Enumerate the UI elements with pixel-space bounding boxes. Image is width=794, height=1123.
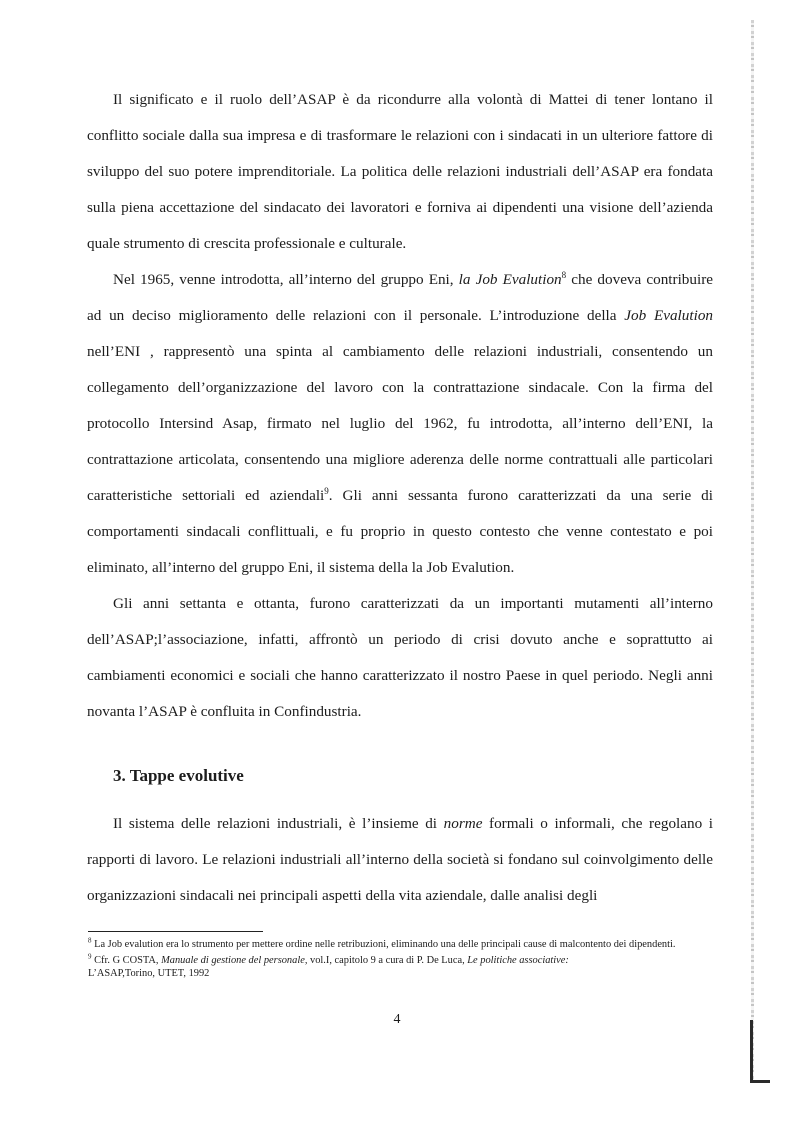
scan-edge-shadow xyxy=(751,20,754,1080)
paragraph-text: formali o informali, che regolano i rapporti di lavoro. Le relazioni industriali all’interno della società si fondano sul coinvolgimento delle organizzazioni sindacali nei principali aspetti della vita aziendale, dalle analisi degli xyxy=(87,815,713,904)
paragraph-job-evalution xyxy=(87,262,713,586)
section-heading: 3. Tappe evolutive xyxy=(113,766,244,785)
footnote-chapter-title: Le politiche associative: xyxy=(467,954,569,966)
paragraph-text: Gli anni settanta e ottanta, furono caratterizzati da un importanti mutamenti all’interno dell’ASAP;l’associazione, infatti, affrontò un periodo di crisi dovuto anche e soprattutto ai cambiamenti economici e sociali che hanno caratterizzato il nostro Paese in quel periodo. Negli anni novanta l’ASAP è confluita in Confindustria. xyxy=(87,595,713,720)
paragraph-industrial-relations xyxy=(87,806,713,914)
footnote-divider xyxy=(88,931,263,932)
paragraph-seventies-eighties xyxy=(87,586,713,730)
paragraph-asap-role xyxy=(87,82,713,262)
footnote-text: vol.I, capitolo 9 a cura di P. De Luca, xyxy=(307,954,468,966)
paragraph-text: nell’ENI , rappresentò una spinta al cambiamento delle relazioni industriali, consentendo un collegamento dell’organizzazione del lavoro con la contrattazione sindacale. Con la firma del protocollo Intersind Asap, firmato nel luglio del 1962, fu introdotta, all’interno dell’ENI, la contrattazione articolata, consentendo una migliore aderenza delle norme contrattuali alle particolari caratteristiche settoriali ed aziendali xyxy=(87,343,713,504)
footnotes xyxy=(88,938,716,983)
page-number: 4 xyxy=(393,1012,401,1027)
paragraph-text: Nel 1965, venne introdotta, all’interno del gruppo Eni, xyxy=(113,271,459,288)
italic-term: norme xyxy=(443,815,483,832)
italic-term: la Job Evalution xyxy=(458,271,562,288)
footnote-8 xyxy=(88,938,716,952)
paragraph-text: Il sistema delle relazioni industriali, è l’insieme di xyxy=(113,815,444,832)
paragraph-text: Il significato e il ruolo dell’ASAP è da ricondurre alla volontà di Mattei di tener lontano il conflitto sociale dalla sua impresa e di trasformare le relazioni con i sindacati in un ulteriore fattore di sviluppo del suo potere imprenditoriale. La politica delle relazioni industriali dell’ASAP era fondata sulla piena accettazione del sindacato dei lavoratori e forniva ai dipendenti una visione dell’azienda quale strumento di crescita professionale e culturale. xyxy=(87,91,713,252)
paragraph-text: che doveva contribuire ad un deciso miglioramento delle relazioni con il personale. L’introduzione della xyxy=(87,271,713,324)
footnote-number: 9 xyxy=(88,952,92,961)
footnote-text: La Job evalution era lo strumento per mettere ordine nelle retribuzioni, eliminando una delle principali cause di malcontento dei dipendenti. xyxy=(91,939,676,950)
footnote-text: L’ASAP,Torino, UTET, 1992 xyxy=(88,968,210,979)
scan-edge-mark xyxy=(750,1020,753,1082)
footnote-9 xyxy=(88,954,716,981)
footnote-book-title: Manuale di gestione del personale, xyxy=(161,954,308,966)
footnote-text: Cfr. G COSTA, xyxy=(91,954,162,966)
footnote-ref-9[interactable]: 9 xyxy=(324,485,329,496)
italic-term: Job Evalution xyxy=(624,307,714,324)
footnote-number: 8 xyxy=(88,936,92,945)
paragraph-text: . Gli anni sessanta furono caratterizzati da una serie di comportamenti sindacali conflittuali, e fu proprio in questo contesto che venne contestato e poi eliminato, all’interno del gruppo Eni, il sistema della la Job Evalution. xyxy=(87,487,713,576)
scan-corner-mark xyxy=(750,1080,770,1083)
footnote-ref-8[interactable]: 8 xyxy=(561,269,567,280)
